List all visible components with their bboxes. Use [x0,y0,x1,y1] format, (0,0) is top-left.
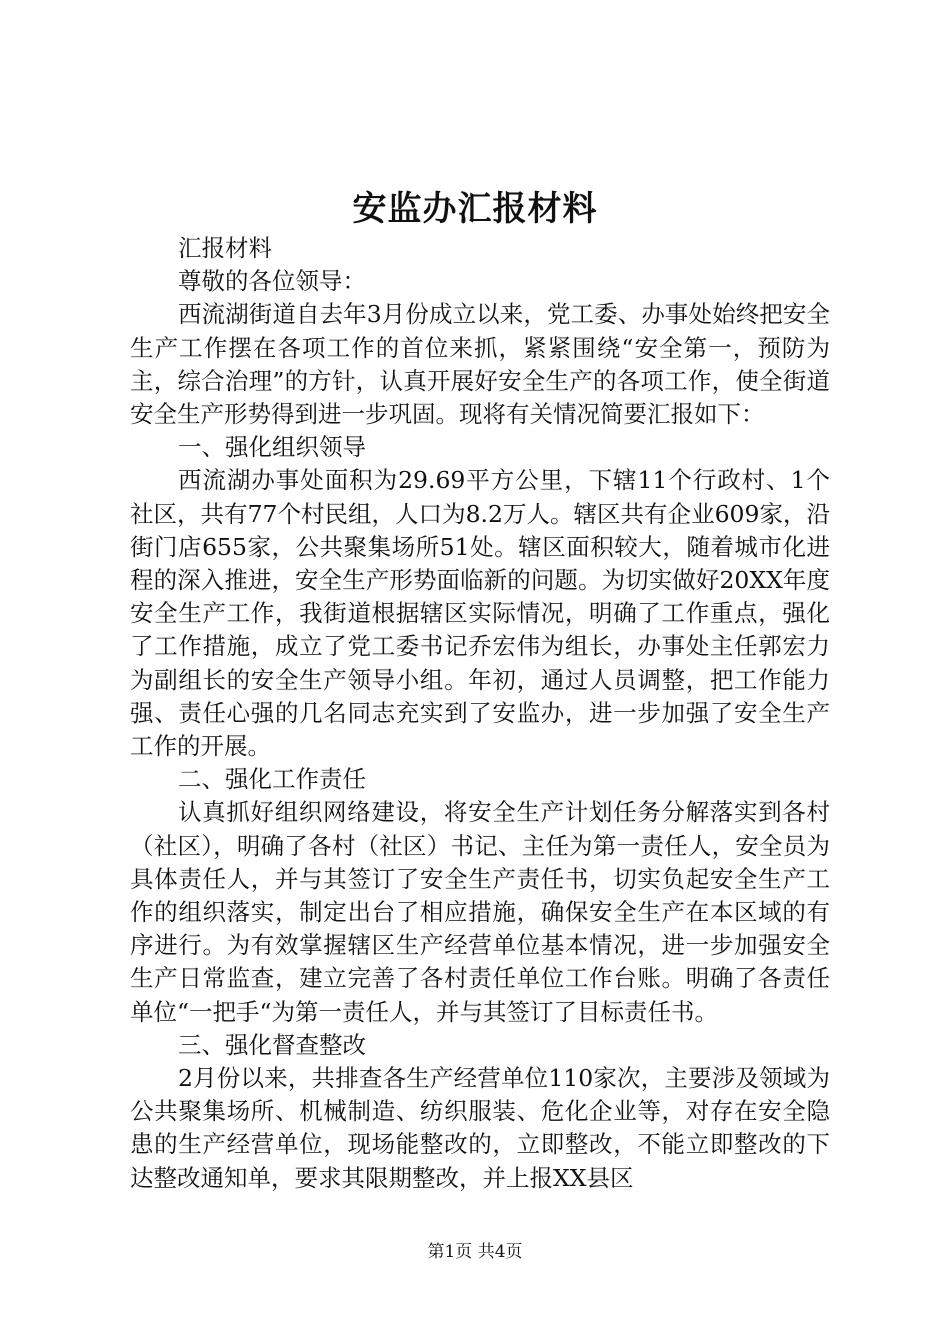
paragraph-section-1: 西流湖办事处面积为29.69平方公里，下辖11个行政村、1个社区，共有77个村民组，人口为8.2万人。辖区共有企业609家，沿街门店655家，公共聚集场所51处。辖区面积较大，随着城市化进程的深入推进，安全生产形势面临新的问题。为切实做好20XX年度安全生产工作，我街道根据辖区实际情况，明确了工作重点，强化了工作措施，成立了党工委书记乔宏伟为组长，办事处主任郭宏力为副组长的安全生产领导小组。年初，通过人员调整，把工作能力强、责任心强的几名同志充实到了安监办，进一步加强了安全生产工作的开展。 [130,466,830,761]
page-footer: 第1页 共4页 [427,1242,523,1262]
section-heading-2: 二、强化工作责任 [178,765,366,794]
section-heading-1: 一、强化组织领导 [178,433,366,462]
paragraph-intro: 西流湖街道自去年3月份成立以来，党工委、办事处始终把安全生产工作摆在各项工作的首位来抓，紧紧围绕“安全第一，预防为主，综合治理”的方针，认真开展好安全生产的各项工作，使全街道安全生产形势得到进一步巩固。现将有关情况简要汇报如下： [130,300,830,429]
paragraph-section-2: 认真抓好组织网络建设，将安全生产计划任务分解落实到各村（社区），明确了各村（社区）书记、主任为第一责任人，安全员为具体责任人，并与其签订了安全生产责任书，切实负起安全生产工作的组织落实，制定出台了相应措施，确保安全生产在本区域的有序进行。为有效掌握辖区生产经营单位基本情况，进一步加强安全生产日常监查，建立完善了各村责任单位工作台账。明确了各责任单位“一把手“为第一责任人，并与其签订了目标责任书。 [130,798,830,1026]
document-body [130,232,830,1195]
section-heading-3: 三、强化督查整改 [178,1030,366,1059]
paragraph-section-3: 2月份以来，共排查各生产经营单位110家次，主要涉及领域为公共聚集场所、机械制造、纺织服装、危化企业等，对存在安全隐患的生产经营单位，现场能整改的，立即整改，不能立即整改的下达整改通知单，要求其限期整改，并上报XX县区 [130,1064,830,1192]
document-title: 安监办汇报材料 [352,189,598,229]
paragraph-salutation: 尊敬的各位领导： [178,267,366,296]
paragraph-heading-label: 汇报材料 [178,234,272,262]
